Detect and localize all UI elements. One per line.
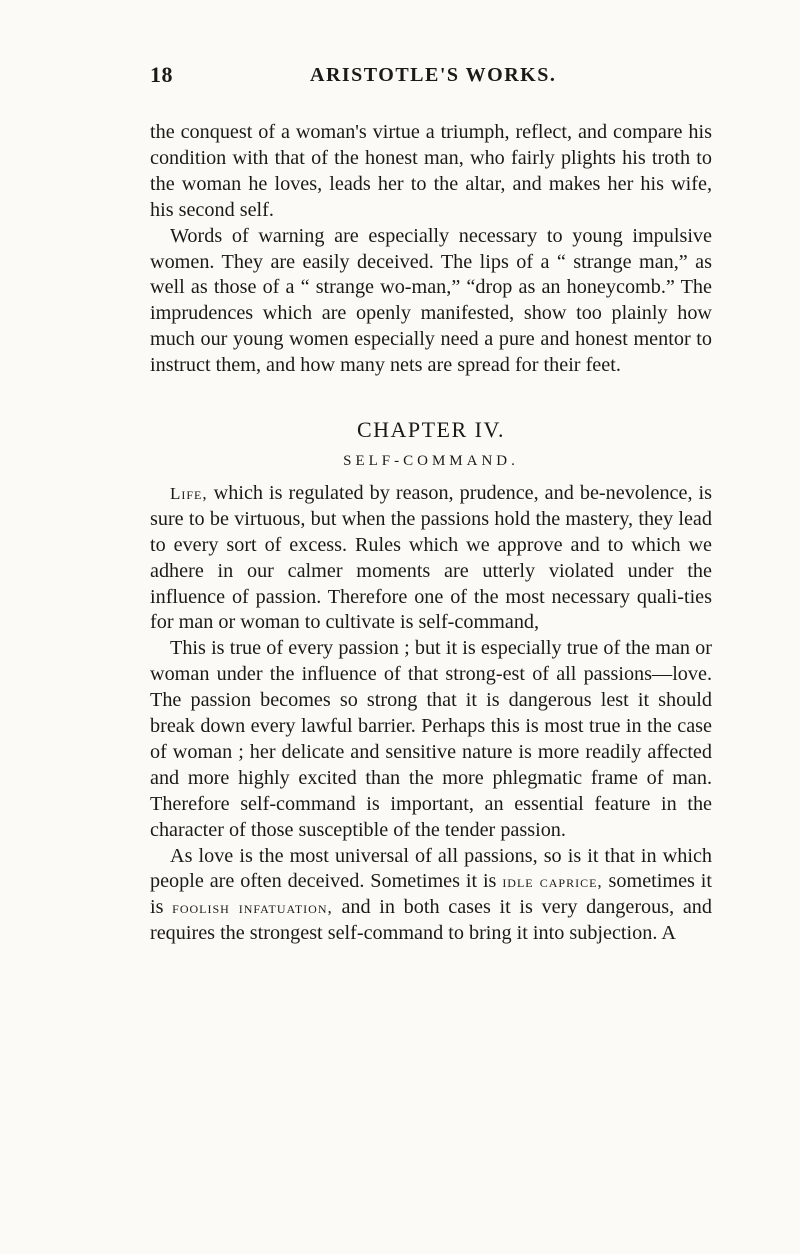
paragraph-text: which is regulated by reason, prudence, and be-nevolence, is sure to be virtuous, but when the passions hold the mastery, they lead to every sort of excess. Rules which we approve and to which we adhere in our calmer moments are utterly violated under the influence of passion. Therefore one of the most necessary quali-ties for man or woman to cultivate is self-command,: [150, 481, 712, 634]
paragraph-text: and in both cases it is very dangerous, and requires the strongest self-command to bring it into subjection. A: [150, 896, 712, 945]
chapter-heading: CHAPTER IV.: [356, 417, 506, 443]
emphasis-smallcaps: idle caprice,: [502, 872, 603, 892]
paragraph: [150, 844, 712, 948]
running-title: ARISTOTLE'S WORKS.: [310, 64, 557, 86]
page-number: 18: [150, 62, 173, 87]
paragraph: This is true of every passion ; but it is especially true of the man or woman under the influence of that strong-est of all passions—love. The passion becomes so strong that it is dangerous lest it should break down every lawful barrier. Perhaps this is most true in the case of woman ; her delicate and sensitive nature is more readily affected and more highly excited than the more phlegmatic frame of man. Therefore self-command is important, an essential feature in the character of those susceptible of the tender passion.: [150, 637, 712, 841]
paragraph: Words of warning are especially necessary to young impulsive women. They are easily deceived. The lips of a “ strange man,” as well as those of a “ strange wo-man,” “drop as an honeycomb.” The imprudences which are openly manifested, show too plainly how much our young women especially need a pure and honest mentor to instruct them, and how many nets are spread for their feet.: [150, 224, 712, 377]
chapter-title: SELF-COMMAND.: [343, 452, 519, 469]
running-head: [150, 58, 712, 98]
paragraph: [150, 481, 712, 636]
body-text: [150, 120, 712, 947]
paragraph: the conquest of a woman's virtue a triumph, reflect, and compare his condition with that of the honest man, who fairly plights his troth to the woman he loves, leads her to the altar, and makes her his wife, his second self.: [150, 121, 712, 221]
emphasis-smallcaps: foolish infatuation,: [172, 898, 333, 918]
paragraph-text: As love is the most universal of all passions, so is it that in which people are often deceived. Sometimes it is: [150, 844, 712, 893]
lead-word: Life,: [170, 483, 208, 503]
paragraph-text: sometimes it is: [150, 870, 712, 919]
